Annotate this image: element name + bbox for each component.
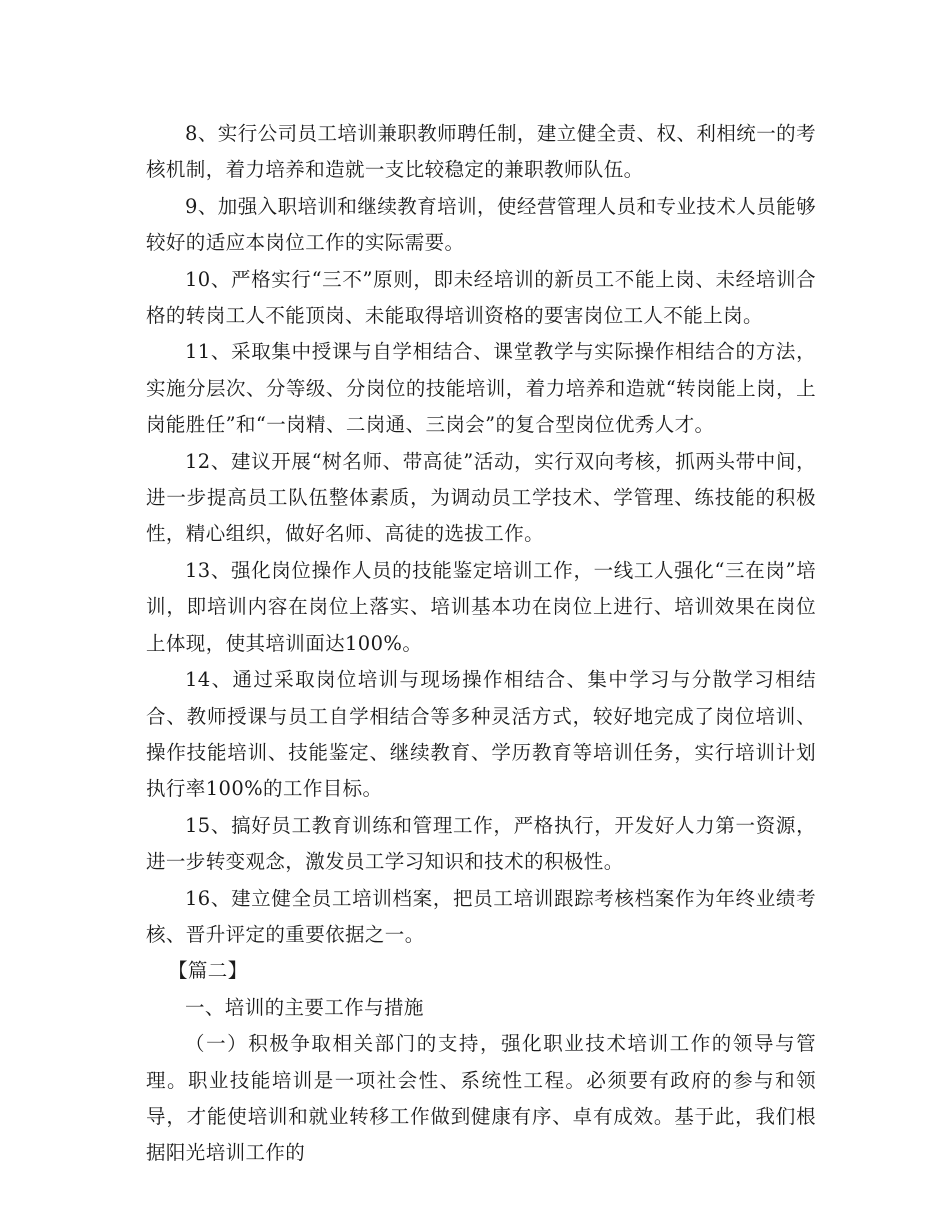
paragraph-item-15: 15、搞好员工教育训练和管理工作，严格执行，开发好人力第一资源，进一步转变观念，激发员工学习知识和技术的积极性。 <box>146 813 816 874</box>
paragraph-item-13: 13、强化岗位操作人员的技能鉴定培训工作，一线工人强化“三在岗”培训，即培训内容在岗位上落实、培训基本功在岗位上进行、培训效果在岗位上体现，使其培训面达100%。 <box>146 558 816 655</box>
paragraph-measure-1: （一）积极争取相关部门的支持，强化职业技术培训工作的领导与管理。职业技能培训是一项社会性、系统性工程。必须要有政府的参与和领导，才能使培训和就业转移工作做到健康有序、卓有成效。基于此，我们根据阳光培训工作的 <box>146 1032 816 1165</box>
section-heading: 【篇二】 <box>168 959 248 983</box>
document-body <box>146 116 816 1172</box>
paragraph-item-11: 11、采取集中授课与自学相结合、课堂教学与实际操作相结合的方法，实施分层次、分等级、分岗位的技能培训，着力培养和造就“转岗能上岗，上岗能胜任”和“一岗精、二岗通、三岗会”的复合型岗位优秀人才。 <box>146 340 816 437</box>
paragraph-item-14: 14、通过采取岗位培训与现场操作相结合、集中学习与分散学习相结合、教师授课与员工自学相结合等多种灵活方式，较好地完成了岗位培训、操作技能培训、技能鉴定、继续教育、学历教育等培训任务，实行培训计划执行率100%的工作目标。 <box>146 668 816 801</box>
paragraph-item-9: 9、加强入职培训和继续教育培训，使经营管理人员和专业技术人员能够较好的适应本岗位工作的实际需要。 <box>146 194 816 255</box>
paragraph-item-10: 10、严格实行“三不”原则，即未经培训的新员工不能上岗、未经培训合格的转岗工人不能顶岗、未能取得培训资格的要害岗位工人不能上岗。 <box>146 267 816 328</box>
section-subheading: 一、培训的主要工作与措施 <box>185 995 424 1019</box>
paragraph-item-12: 12、建议开展“树名师、带高徒”活动，实行双向考核，抓两头带中间，进一步提高员工队伍整体素质，为调动员工学技术、学管理、练技能的积极性，精心组织，做好名师、高徒的选拔工作。 <box>146 449 816 546</box>
paragraph-item-8: 8、实行公司员工培训兼职教师聘任制，建立健全责、权、利相统一的考核机制，着力培养和造就一支比较稳定的兼职教师队伍。 <box>146 122 816 182</box>
paragraph-item-16: 16、建立健全员工培训档案，把员工培训跟踪考核档案作为年终业绩考核、晋升评定的重要依据之一。 <box>146 886 816 946</box>
